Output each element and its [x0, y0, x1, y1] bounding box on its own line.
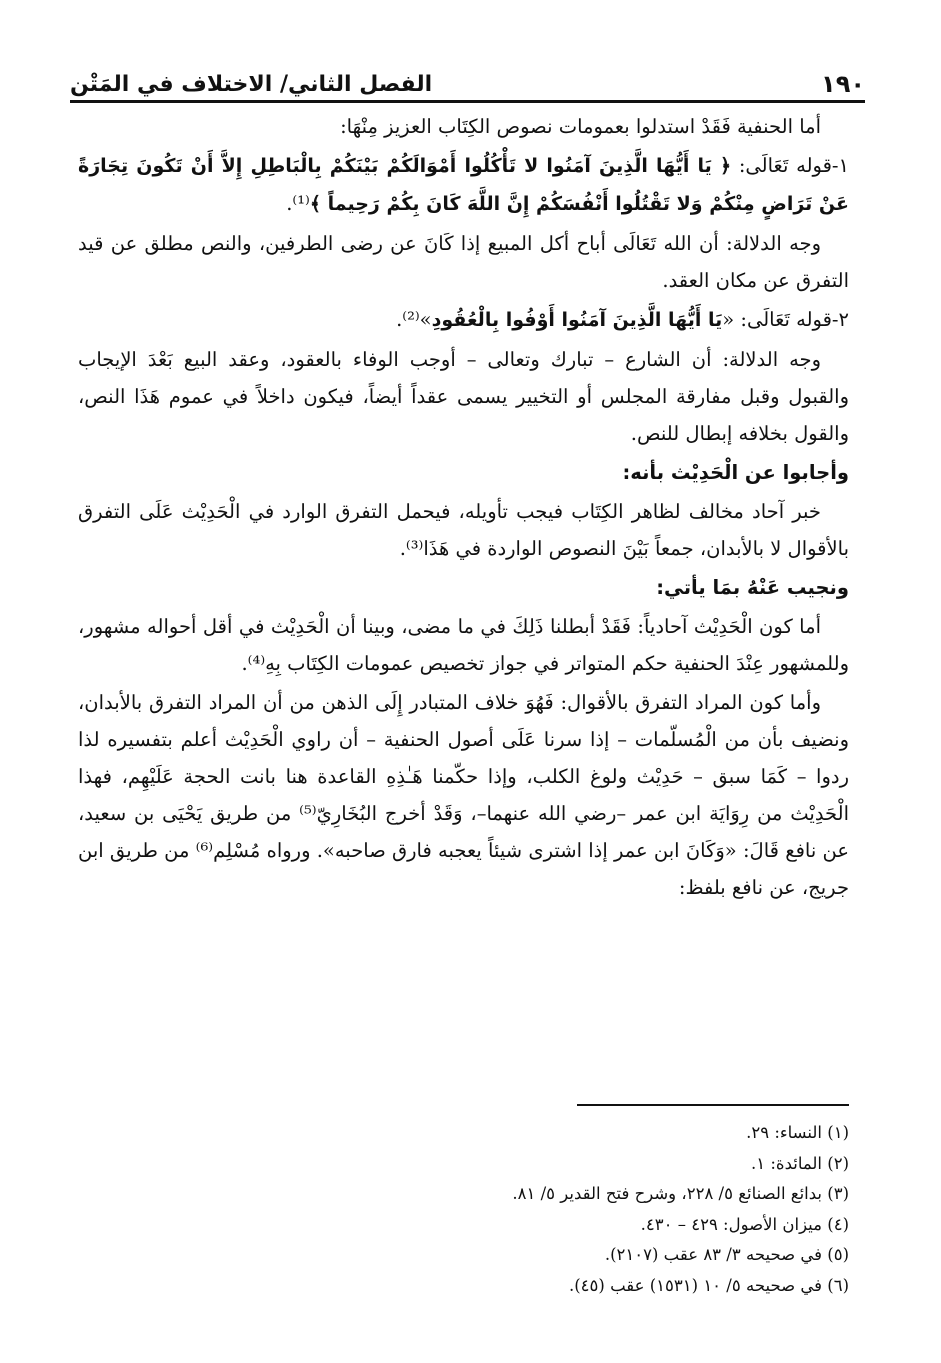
page-number: ١٩٠ [821, 70, 865, 98]
evidence-item-1 [78, 147, 849, 223]
footnote-2: (٢) المائدة: ١. [751, 1153, 849, 1173]
footnote-divider [577, 1104, 849, 1106]
item2-footnote-ref: »⁽²⁾. [396, 308, 432, 331]
rebuttal-aqwal-paragraph: وأما كون المراد التفرق بالأقوال: فَهُوَ خلاف المتبادر إِلَى الذهن من أن المراد التفرق بالأبدان، ونضيف بأن من الْمُسلّمات – إذا سرنا عَلَى أصول الحنفية – أن راوي الْحَدِيْث أعلم بتفسيره لذا ردوا – كَمَا سبق – حَدِيْث ولوغ الكلب، وإذا حكّمنا هَـٰذِهِ القاعدة هنا بانت الحجة عَلَيْهِم، فهذا الْحَدِيْث من رِوَايَة ابن عمر –رضي الله عنهما–، وَقَدْ أخرج البُخَارِيّ⁽⁵⁾ من طريق يَحْيَى بن سعيد، عن نافع قَالَ: «وَكَانَ ابن عمر إذا اشترى شيئاً يعجبه فارق صاحبه». ورواه مُسْلِم⁽⁶⁾ من طريق ابن جريج، عن نافع بلفظ: [78, 691, 849, 899]
main-text [78, 108, 849, 908]
response-paragraph: خبر آحاد مخالف لظاهر الكِتَاب فيجب تأويله، فيحمل التفرق الوارد في الْحَدِيْث عَلَى التفرق بالأقوال لا بالأبدان، جمعاً بَيْنَ النصوص الواردة في هَذَا⁽³⁾. [78, 500, 849, 560]
intro-paragraph: أما الحنفية فَقَدْ استدلوا بعمومات نصوص الكِتَاب العزيز مِنْهَا: [340, 115, 821, 138]
evidence-item-2 [78, 301, 849, 339]
item2-lead: ٢-قوله تَعَالَى: « [722, 308, 849, 331]
footnote-1: (١) النساء: ٢٩. [746, 1123, 849, 1142]
item1-footnote-ref: ⁽¹⁾. [286, 192, 310, 215]
footnote-5: (٥) في صحيحه ٣/ ٨٣ عقب (٢١٠٧). [604, 1245, 849, 1264]
item2-verse: يَا أَيُّهَا الَّذِينَ آمَنُوا أَوْفُوا بِالْعُقُودِ [431, 309, 723, 331]
rebuttal-heading: ونجيب عَنْهُ بمَا يأتي: [656, 576, 849, 599]
footnotes [78, 1118, 849, 1301]
page-header [70, 56, 865, 96]
item1-lead: ١-قوله تَعَالَى: [731, 154, 849, 177]
item1-verse: ﴿ يَا أَيُّهَا الَّذِينَ آمَنُوا لا تَأْكُلُوا أَمْوَالَكُمْ بَيْنَكُمْ بِالْبَاطِلِ إِلاَّ أَنْ تَكُونَ تِجَارَةً عَنْ تَرَاضٍ مِنْكُمْ وَلا تَقْتُلُوا أَنْفُسَكُمْ إِنَّ اللَّهَ كَانَ بِكُمْ رَحِيماً ﴾ [78, 155, 849, 215]
evidence-2-explanation: وجه الدلالة: أن الشارع – تبارك وتعالى – أوجب الوفاء بالعقود، وعقد البيع بَعْدَ الإيجاب والقبول وقبل مفارقة المجلس أو التخيير يسمى عقداً أيضاً، فيكون داخلاً في عموم هَذَا النص، والقول بخلافه إبطال للنص. [78, 348, 849, 445]
evidence-1-explanation: وجه الدلالة: أن الله تَعَالَى أباح أكل المبيع إذا كَانَ عن رضى الطرفين، والنص مطلق عن قيد التفرق عن مكان العقد. [78, 232, 849, 292]
rebuttal-ahad-paragraph: أما كون الْحَدِيْث آحادياً: فَقَدْ أبطلنا ذَلِكَ في ما مضى، وبينا أن الْحَدِيْث في أقل أحواله مشهور، وللمشهور عِنْدَ الحنفية حكم المتواتر في جواز تخصيص عمومات الكِتَاب بِهِ⁽⁴⁾. [78, 615, 849, 675]
footnote-4: (٤) ميزان الأصول: ٤٢٩ – ٤٣٠. [640, 1214, 849, 1234]
response-heading: وأجابوا عن الْحَدِيْث بأنه: [622, 461, 849, 484]
running-title: الفصل الثاني/ الاختلاف في المَتْن [70, 72, 433, 97]
footnote-3: (٣) بدائع الصنائع ٥/ ٢٢٨، وشرح فتح القدير ٥/ ٨١. [512, 1184, 849, 1203]
header-rule [70, 100, 865, 103]
footnote-6: (٦) في صحيحه ٥/ ١٠ (١٥٣١) عقب (٤٥). [568, 1275, 849, 1295]
